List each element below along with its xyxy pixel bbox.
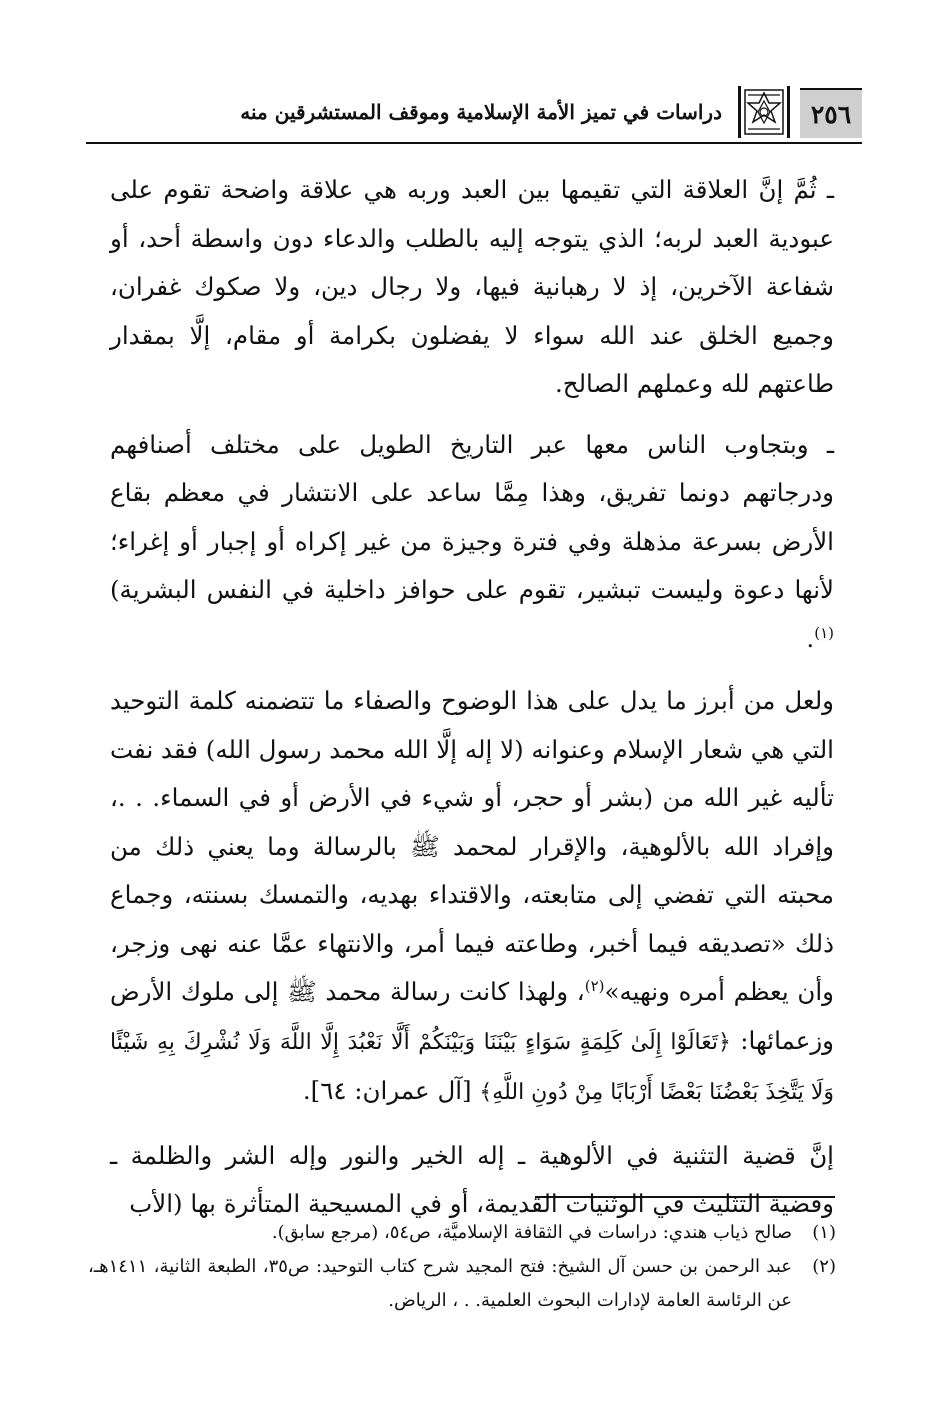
paragraph-3-mid: ، ولهذا كانت رسالة محمد ﷺ إلى ملوك الأرض وزعمائها: bbox=[110, 977, 835, 1055]
verse-citation: [آل عمران: ٦٤]. bbox=[302, 1076, 480, 1105]
running-title: دراسات في تميز الأمة الإسلامية وموقف المستشرقين منه bbox=[240, 100, 722, 124]
main-text bbox=[110, 166, 834, 1243]
geometric-star-ornament-icon bbox=[738, 86, 790, 138]
paragraph-2-text: ـ وبتجاوب الناس معها عبر التاريخ الطويل على مختلف أصنافهم ودرجاتهم دونما تفريق، وهذا مِمَّا ساعد على الانتشار في معظم بقاع الأرض بسرعة مذهلة وفي فترة وجيزة من غير إكراه أو إجبار أو إغراء؛ لأنها دعوة وليست تبشير، تقوم على حوافز داخلية في النفس البشرية) bbox=[110, 429, 834, 604]
footnote-1 bbox=[88, 1216, 836, 1250]
paragraph-2 bbox=[110, 421, 834, 664]
page-number: ٢٥٦ bbox=[800, 88, 862, 138]
footnote-ref-2: (٢) bbox=[584, 976, 605, 995]
paragraph-3 bbox=[110, 677, 834, 1118]
footnotes bbox=[88, 1216, 836, 1318]
footnote-text: عبد الرحمن بن حسن آل الشيخ: فتح المجيد شرح كتاب التوحيد: ص٣٥، الطبعة الثانية، ١٤١١هـ، عن الرئاسة العامة لإدارات البحوث العلمية. . ، الرياض. bbox=[88, 1256, 792, 1311]
footnote-separator bbox=[535, 1196, 835, 1198]
quran-verse: ﴿تَعَالَوْا إِلَىٰ كَلِمَةٍ سَوَاءٍ بَيْنَنَا وَبَيْنَكُمْ أَلَّا نَعْبُدَ إِلَّا اللَّهَ وَلَا نُشْرِكَ بِهِ شَيْئًا وَلَا يَتَّخِذَ بَعْضُنَا بَعْضًا أَرْبَابًا مِنْ دُونِ اللَّهِ﴾ bbox=[110, 1029, 834, 1105]
footnote-number: (٢) bbox=[812, 1256, 836, 1277]
paragraph-4: إنَّ قضية التثنية في الألوهية ـ إله الخير والنور وإله الشر والظلمة ـ وقضية التثليث في الوثنيات القديمة، أو في المسيحية المتأثرة بها (الأب bbox=[110, 1140, 834, 1218]
header-rule bbox=[86, 142, 862, 144]
running-header bbox=[86, 86, 862, 146]
footnote-number: (١) bbox=[812, 1222, 836, 1243]
paragraph-3-text: ولعل من أبرز ما يدل على هذا الوضوح والصفاء ما تتضمنه كلمة التوحيد التي هي شعار الإسلام وعنوانه (لا إله إلَّا الله محمد رسول الله) فقد نفت تأليه غير الله من (بشر أو حجر، أو شيء في الأرض أو في السماء. . .، وإفراد الله بالألوهية، والإقرار لمحمد ﷺ بالرسالة وما يعني ذلك من محبته التي تفضي إلى متابعته، والاقتداء بهديه، والتمسك بسنته، وجماع ذلك «تصديقه فيما أخبر، وطاعته فيما أمر، والانتهاء عمَّا عنه نهى وزجر، وأن يعظم أمره ونهيه» bbox=[110, 686, 834, 1006]
footnote-ref-1: (١) bbox=[814, 623, 834, 642]
ornament-svg bbox=[744, 89, 784, 135]
paragraph-2-end: . bbox=[806, 623, 815, 653]
footnote-text: صالح ذياب هندي: دراسات في الثقافة الإسلاميَّة، ص٥٤، (مرجع سابق). bbox=[271, 1222, 792, 1243]
paragraph-1: ـ ثُمَّ إنَّ العلاقة التي تقيمها بين العبد وربه هي علاقة واضحة تقوم على عبودية العبد لربه؛ الذي يتوجه إليه بالطلب والدعاء دون واسطة أحد، أو شفاعة الآخرين، إذ لا رهبانية فيها، ولا رجال دين، ولا صكوك غفران، وجميع الخلق عند الله سواء لا يفضلون بكرامة أو مقام، إلَّا بمقدار طاعتهم لله وعملهم الصالح. bbox=[110, 175, 834, 398]
footnote-2 bbox=[88, 1250, 836, 1318]
